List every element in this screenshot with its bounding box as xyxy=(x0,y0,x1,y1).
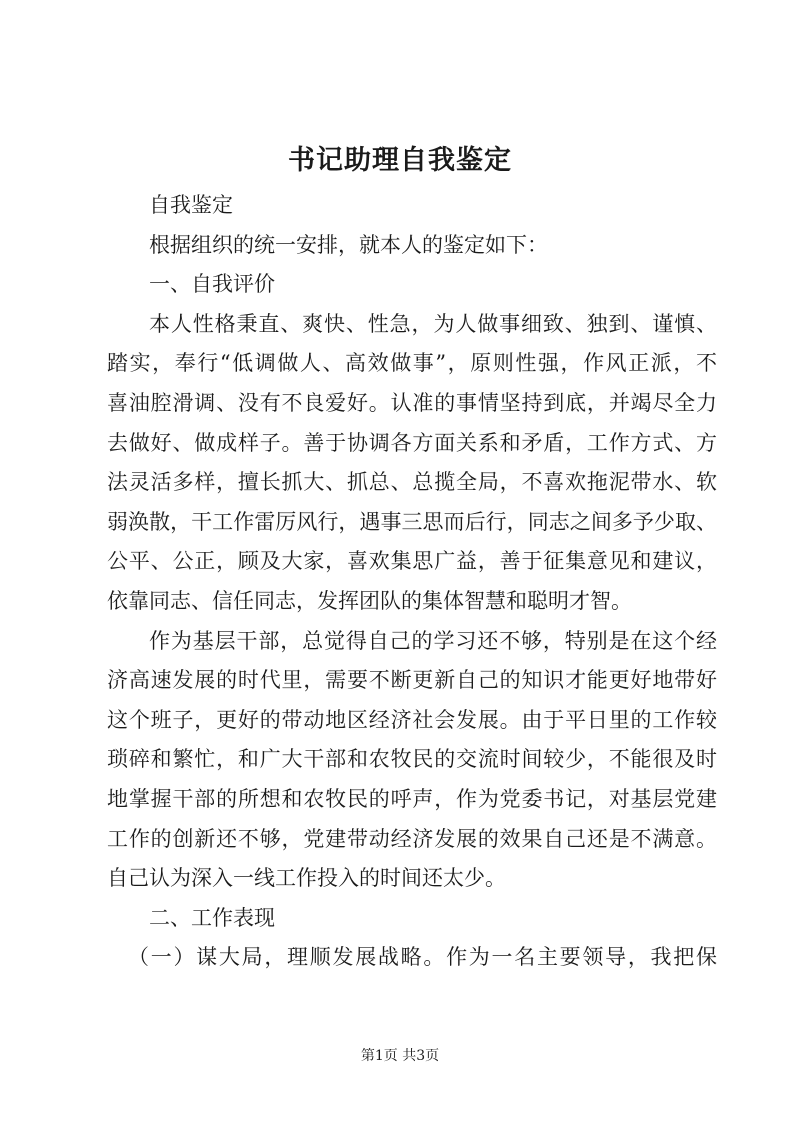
text-line: （一）谋大局，理顺发展战略。作为一名主要领导，我把保 xyxy=(128,945,717,970)
text-line: 工作的创新还不够，党建带动经济发展的效果自己还是不满意。 xyxy=(107,826,717,851)
document-title: 书记助理自我鉴定 xyxy=(288,145,512,176)
text-line: 琐碎和繁忙，和广大干部和农牧民的交流时间较少，不能很及时 xyxy=(107,747,717,772)
text-line: 济高速发展的时代里，需要不断更新自己的知识才能更好地带好 xyxy=(107,668,717,693)
text-line: 自己认为深入一线工作投入的时间还太少。 xyxy=(107,866,506,891)
document-body xyxy=(107,186,717,978)
text-line: 依靠同志、信任同志，发挥团队的集体智慧和聪明才智。 xyxy=(107,588,632,613)
text-line: 去做好、做成样子。善于协调各方面关系和矛盾，工作方式、方 xyxy=(107,430,717,455)
section-heading-self-evaluation: 一、自我评价 xyxy=(149,272,275,297)
text-line: 作为基层干部，总觉得自己的学习还不够，特别是在这个经 xyxy=(149,628,717,653)
text-line: 本人性格秉直、爽快、性急，为人做事细致、独到、谨慎、 xyxy=(149,311,717,336)
text-line: 这个班子，更好的带动地区经济社会发展。由于平日里的工作较 xyxy=(107,707,717,732)
text-line: 喜油腔滑调、没有不良爱好。认准的事情坚持到底，并竭尽全力 xyxy=(107,390,717,415)
section-heading-work-performance: 二、工作表现 xyxy=(149,905,275,930)
text-line: 地掌握干部的所想和农牧民的呼声，作为党委书记，对基层党建 xyxy=(107,786,717,811)
text-line: 弱涣散，干工作雷厉风行，遇事三思而后行，同志之间多予少取、 xyxy=(107,509,717,534)
intro-paragraph: 根据组织的统一安排，就本人的鉴定如下： xyxy=(149,232,548,257)
text-line: 踏实，奉行“低调做人、高效做事”，原则性强，作风正派，不 xyxy=(107,351,717,376)
paragraph-work-performance xyxy=(107,938,717,978)
paragraph-shortcomings xyxy=(107,622,717,899)
subtitle-paragraph: 自我鉴定 xyxy=(149,193,233,217)
page-number-footer: 第1页 共3页 xyxy=(360,1048,440,1064)
text-line: 公平、公正，顾及大家，喜欢集思广益，善于征集意见和建议， xyxy=(107,549,717,574)
text-line: 法灵活多样，擅长抓大、抓总、总揽全局，不喜欢拖泥带水、软 xyxy=(107,470,717,495)
paragraph-self-evaluation xyxy=(107,305,717,622)
